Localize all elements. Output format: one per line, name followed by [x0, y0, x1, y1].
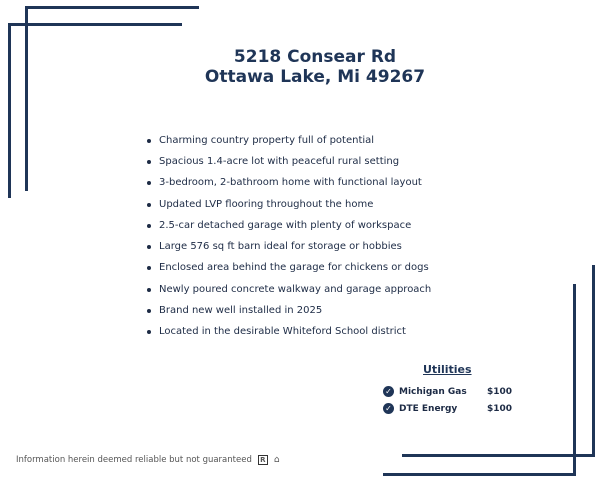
equal-housing-icon: ⌂ — [273, 455, 280, 465]
utility-row — [383, 386, 512, 397]
list-item — [147, 300, 431, 321]
disclaimer-text: Information herein deemed reliable but not guaranteed — [16, 455, 252, 465]
address-line-2: Ottawa Lake, Mi 49267 — [204, 67, 426, 87]
bullet-icon — [147, 203, 151, 207]
list-item — [147, 194, 431, 215]
realtor-icon: R — [258, 455, 268, 465]
list-item — [147, 151, 431, 172]
utility-cost: $100 — [487, 403, 513, 414]
utility-name: Michigan Gas — [399, 386, 467, 397]
address-line-1: 5218 Consear Rd — [233, 47, 397, 67]
decor-line — [383, 473, 576, 476]
decor-line — [25, 6, 28, 191]
bullet-icon — [147, 160, 151, 164]
check-circle-icon: ✓ — [383, 386, 394, 397]
list-item — [147, 130, 431, 151]
list-item — [147, 322, 431, 343]
check-circle-icon: ✓ — [383, 403, 394, 414]
feature-text: Newly poured concrete walkway and garage approach — [159, 283, 432, 295]
feature-text: Enclosed area behind the garage for chickens or dogs — [159, 262, 429, 274]
decor-line — [402, 454, 595, 457]
bullet-icon — [147, 245, 151, 249]
bullet-icon — [147, 288, 151, 292]
decor-line — [592, 265, 595, 456]
bullet-icon — [147, 224, 151, 228]
list-item — [147, 258, 431, 279]
feature-text: Brand new well installed in 2025 — [159, 305, 323, 317]
feature-text: 3-bedroom, 2-bathroom home with functional layout — [159, 177, 422, 189]
list-item — [147, 215, 431, 236]
bullet-icon — [147, 330, 151, 334]
decor-line — [8, 23, 182, 26]
utility-cost: $100 — [487, 386, 513, 397]
utility-row — [383, 403, 512, 414]
feature-text: Charming country property full of potential — [159, 134, 375, 146]
feature-text: 2.5-car detached garage with plenty of workspace — [159, 219, 412, 231]
feature-text: Updated LVP flooring throughout the home — [159, 198, 374, 210]
feature-text: Located in the desirable Whiteford School district — [159, 326, 406, 338]
utility-name: DTE Energy — [399, 403, 458, 414]
bullet-icon — [147, 309, 151, 313]
bullet-icon — [147, 181, 151, 185]
decor-line — [573, 284, 576, 476]
decor-line — [25, 6, 199, 9]
feature-text: Large 576 sq ft barn ideal for storage or hobbies — [159, 241, 402, 253]
utilities-heading: Utilities — [423, 363, 472, 376]
list-item — [147, 279, 431, 300]
feature-list — [147, 130, 431, 343]
list-item — [147, 173, 431, 194]
bullet-icon — [147, 266, 151, 270]
feature-text: Spacious 1.4-acre lot with peaceful rural setting — [159, 155, 400, 167]
footer — [16, 455, 280, 465]
bullet-icon — [147, 139, 151, 143]
list-item — [147, 236, 431, 257]
